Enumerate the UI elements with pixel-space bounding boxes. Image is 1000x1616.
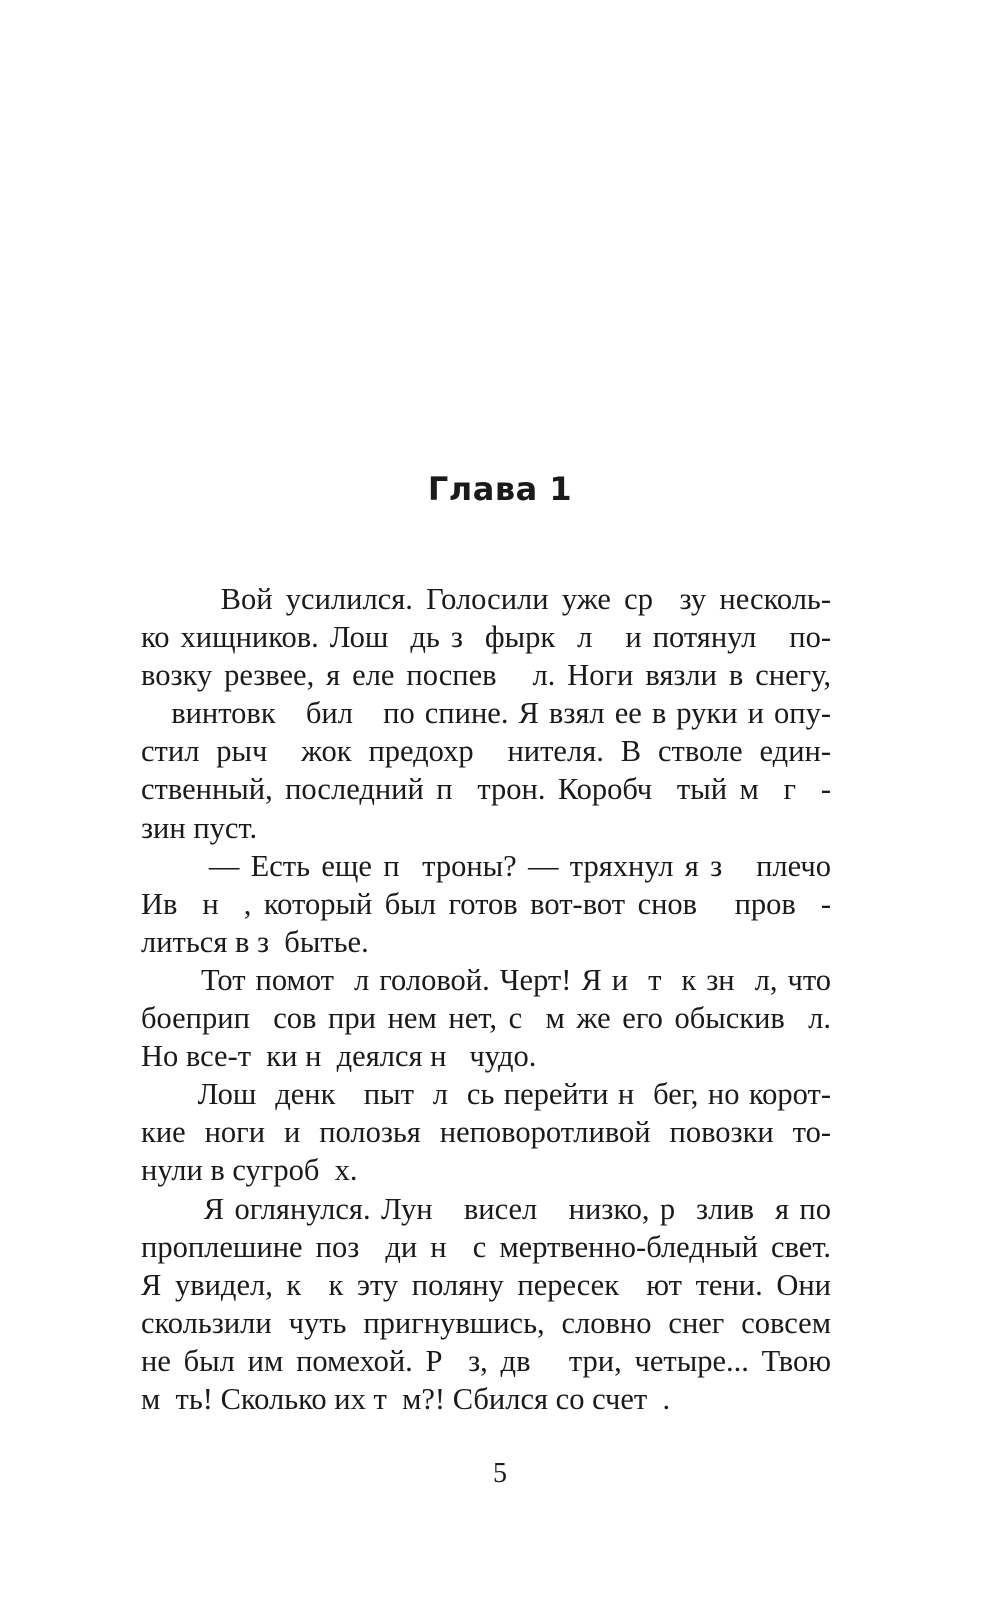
text-line: Я увидел, к к эту поляну пересек ют тени. Они xyxy=(141,1267,831,1302)
text-line: литься в з бытье. xyxy=(141,924,369,959)
text-line: Лош денк пыт л сь перейти н бег, но корот- xyxy=(141,1077,831,1112)
text-line: боеприп сов при нем нет, с м же его обыскив л. xyxy=(141,1001,831,1036)
text-line: м ть! Сколько их т м?! Сбился со счет . xyxy=(141,1381,671,1416)
text-line: ственный, последний п трон. Коробч тый м г - xyxy=(141,772,831,807)
paragraph xyxy=(141,580,831,847)
paragraph xyxy=(141,961,831,1075)
paragraph xyxy=(141,847,831,961)
text-line: Ив н , который был готов вот-вот снов пров - xyxy=(141,886,831,921)
text-line: — Есть еще п троны? — тряхнул я з плечо xyxy=(141,848,831,883)
text-line: Но все-т ки н деялся н чудо. xyxy=(141,1039,537,1074)
text-line: нули в сугроб х. xyxy=(141,1153,358,1188)
text-line: Я оглянулся. Лун висел низко, р злив я по xyxy=(141,1191,831,1226)
text-line: винтовк бил по спине. Я взял ее в руки и опу- xyxy=(141,696,831,731)
paragraph xyxy=(141,1190,831,1419)
text-line: Вой усилился. Голосили уже ср зу несколь- xyxy=(141,582,831,616)
paragraph xyxy=(141,1075,831,1189)
text-line: зин пуст. xyxy=(141,810,258,845)
text-line: стил рыч жок предохр нителя. В стволе един- xyxy=(141,734,831,769)
text-line: кие ноги и полозья неповоротливой повозки то- xyxy=(141,1115,831,1150)
text-line: проплешине поз ди н с мертвенно-бледный свет. xyxy=(141,1229,831,1264)
page-number: 5 xyxy=(493,1458,507,1489)
chapter-title: Глава 1 xyxy=(427,470,573,508)
text-line: возку резвее, я еле поспев л. Ноги вязли в снегу, xyxy=(141,658,831,693)
chapter-body-text xyxy=(141,580,831,1418)
text-line: скользили чуть пригнувшись, словно снег совсем xyxy=(141,1305,831,1340)
text-line: Тот помот л головой. Черт! Я и т к зн л, что xyxy=(141,962,831,997)
text-line: ко хищников. Лош дь з фырк л и потянул по- xyxy=(141,620,831,655)
text-line: не был им помехой. Р з, дв три, четыре... Твою xyxy=(141,1343,831,1378)
